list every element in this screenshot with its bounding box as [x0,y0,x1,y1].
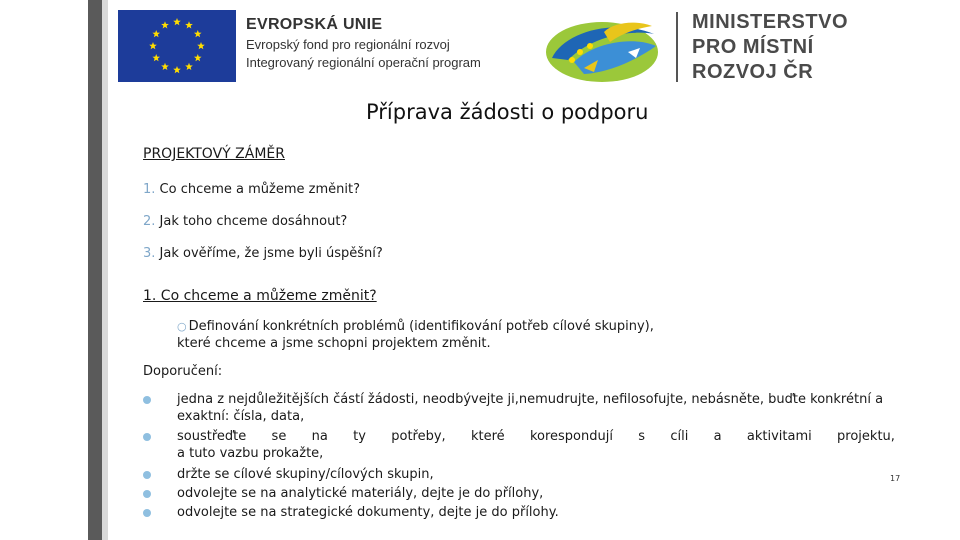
sub-item-line-2: které chceme a jsme schopni projektem změnit. [177,336,491,351]
question-number: 1. [143,182,156,197]
bullet-line-1: odvolejte se na strategické dokumenty, dejte je do přílohy. [177,505,559,520]
eu-star-icon [161,63,169,70]
question-text: Jak toho chceme dosáhnout? [159,214,348,229]
eu-star-icon [185,63,193,70]
bullet-word: na [311,429,328,444]
bullet-line-2: a tuto vazbu prokažte, [177,446,324,461]
left-dark-bar [88,0,102,540]
section-heading: PROJEKTOVÝ ZÁMĚR [143,146,285,162]
bullet-word: projektu, [837,429,895,444]
bullet-dot-icon [143,433,151,441]
bullet-line-1 [177,428,895,445]
bullet-word: které [470,429,505,444]
mmr-line-3: ROZVOJ ČR [692,61,814,83]
eu-star-icon [194,54,202,61]
question-number: 3. [143,246,156,261]
bullet-word: soustřeďte [177,429,247,444]
bullet-word: korespondují [529,429,613,444]
mmr-line-1: MINISTERSTVO [692,11,849,33]
question-number: 2. [143,214,156,229]
left-light-bar [102,0,108,540]
bullet-line-1: odvolejte se na analytické materiály, dejte je do přílohy, [177,486,544,501]
eu-title: EVROPSKÁ UNIE [246,16,383,33]
bullet-word: a [713,429,722,444]
bullet-dot-icon [143,396,151,404]
eu-star-icon [152,54,160,61]
logo-divider [676,12,678,82]
eu-star-icon [197,42,205,49]
eu-logo-text [246,16,546,70]
bullet-dot-icon [143,509,151,517]
slide-title: Příprava žádosti o podporu [366,100,649,124]
question-text: Jak ověříme, že jsme byli úspěšní? [159,246,383,261]
mmr-logo-icon [544,12,662,88]
question-3 [143,246,383,261]
bullet-line-1: držte se cílové skupiny/cílových skupin, [177,467,434,482]
bullet-line-2: exaktní: čísla, data, [177,409,305,424]
eu-star-icon [173,66,181,73]
eu-star-icon [152,30,160,37]
bullet-word: s [638,429,646,444]
eu-star-icon [149,42,157,49]
bullet-word: ty [353,429,366,444]
bullet-dot-icon [143,471,151,479]
eu-fund: Evropský fond pro regionální rozvoj [246,37,450,52]
eu-stars-icon [118,10,236,82]
page-number: 17 [890,474,901,483]
ring-bullet-icon: ○ [177,320,187,333]
sub-item [177,318,737,352]
eu-star-icon [161,21,169,28]
bullet-word: se [271,429,287,444]
eu-flag-logo [118,10,236,82]
bullet-word: aktivitami [746,429,812,444]
bullet-word: potřeby, [391,429,446,444]
eu-program: Integrovaný regionální operační program [246,55,481,70]
bullet-line-1: jedna z nejdůležitějších částí žádosti, neodbývejte ji,nemudrujte, nefilosofujte, nebásněte, buďte konkrétní a [177,392,884,407]
sub-item-line-1: Definování konkrétních problémů (identifikování potřeb cílové skupiny), [188,319,654,334]
eu-star-icon [194,30,202,37]
mmr-line-2: PRO MÍSTNÍ [692,36,814,58]
recommendations-label: Doporučení: [143,364,223,379]
eu-star-icon [185,21,193,28]
question-2 [143,214,347,229]
eu-star-icon [173,18,181,25]
sub-heading: 1. Co chceme a můžeme změnit? [143,288,377,304]
bullet-word: cíli [670,429,689,444]
question-text: Co chceme a můžeme změnit? [159,182,360,197]
question-1 [143,182,360,197]
bullet-dot-icon [143,490,151,498]
mmr-logo-text [692,10,848,85]
